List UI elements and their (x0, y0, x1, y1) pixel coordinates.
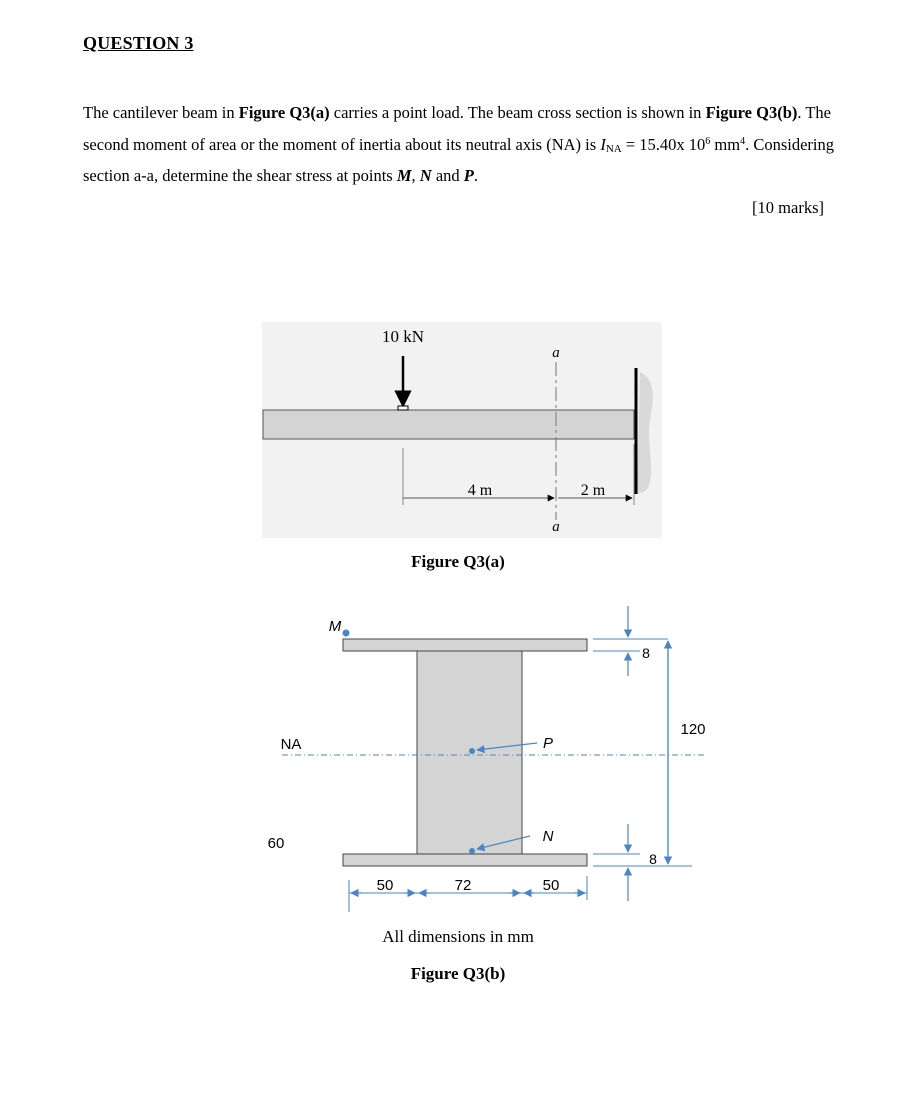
dim-label-flange-bottom: 8 (649, 851, 657, 867)
dim-label-4m: 4 m (467, 482, 493, 499)
point-n-marker (469, 848, 475, 854)
label-p: P (542, 735, 554, 752)
question-heading: QUESTION 3 (83, 33, 194, 53)
figure-b-caption: Figure Q3(b) (410, 964, 506, 983)
question-text: The cantilever beam in Figure Q3(a) carries a point load. The beam cross section is shown in Figure Q3(b). The second moment of area or the moment of inertia about its neutral axis (NA) is $I_{NA} = 15.40x$ $10^6$ $mm^4$. Considering section a-a, determine the shear stress at points M, N and P. (83, 103, 834, 185)
dim-label-2m: 2 m (580, 482, 606, 499)
point-p-marker (469, 748, 475, 754)
cantilever-beam (263, 410, 634, 439)
label-m: M (328, 618, 342, 635)
section-label-top: a (552, 345, 560, 361)
dim-label-flange-top: 8 (642, 645, 650, 661)
figure-q3b (268, 606, 706, 912)
load-pad (398, 406, 408, 410)
section-label-bottom: a (552, 519, 560, 535)
point-m-marker (343, 630, 350, 637)
dim-label-right: 50 (542, 877, 560, 894)
top-flange (343, 639, 587, 651)
figure-q3a (262, 322, 662, 538)
dim-label-web: 72 (454, 877, 472, 894)
label-n: N (542, 828, 554, 845)
dim-label-left: 50 (376, 877, 394, 894)
marks-allocation: [10 marks] (752, 198, 824, 217)
label-na: NA (280, 736, 302, 753)
dim-label-height: 120 (680, 721, 706, 738)
dimensions-note: All dimensions in mm (382, 927, 534, 946)
label-60: 60 (267, 835, 285, 852)
bottom-flange (343, 854, 587, 866)
load-label: 10 kN (381, 327, 425, 346)
figure-a-caption: Figure Q3(a) (411, 552, 505, 571)
